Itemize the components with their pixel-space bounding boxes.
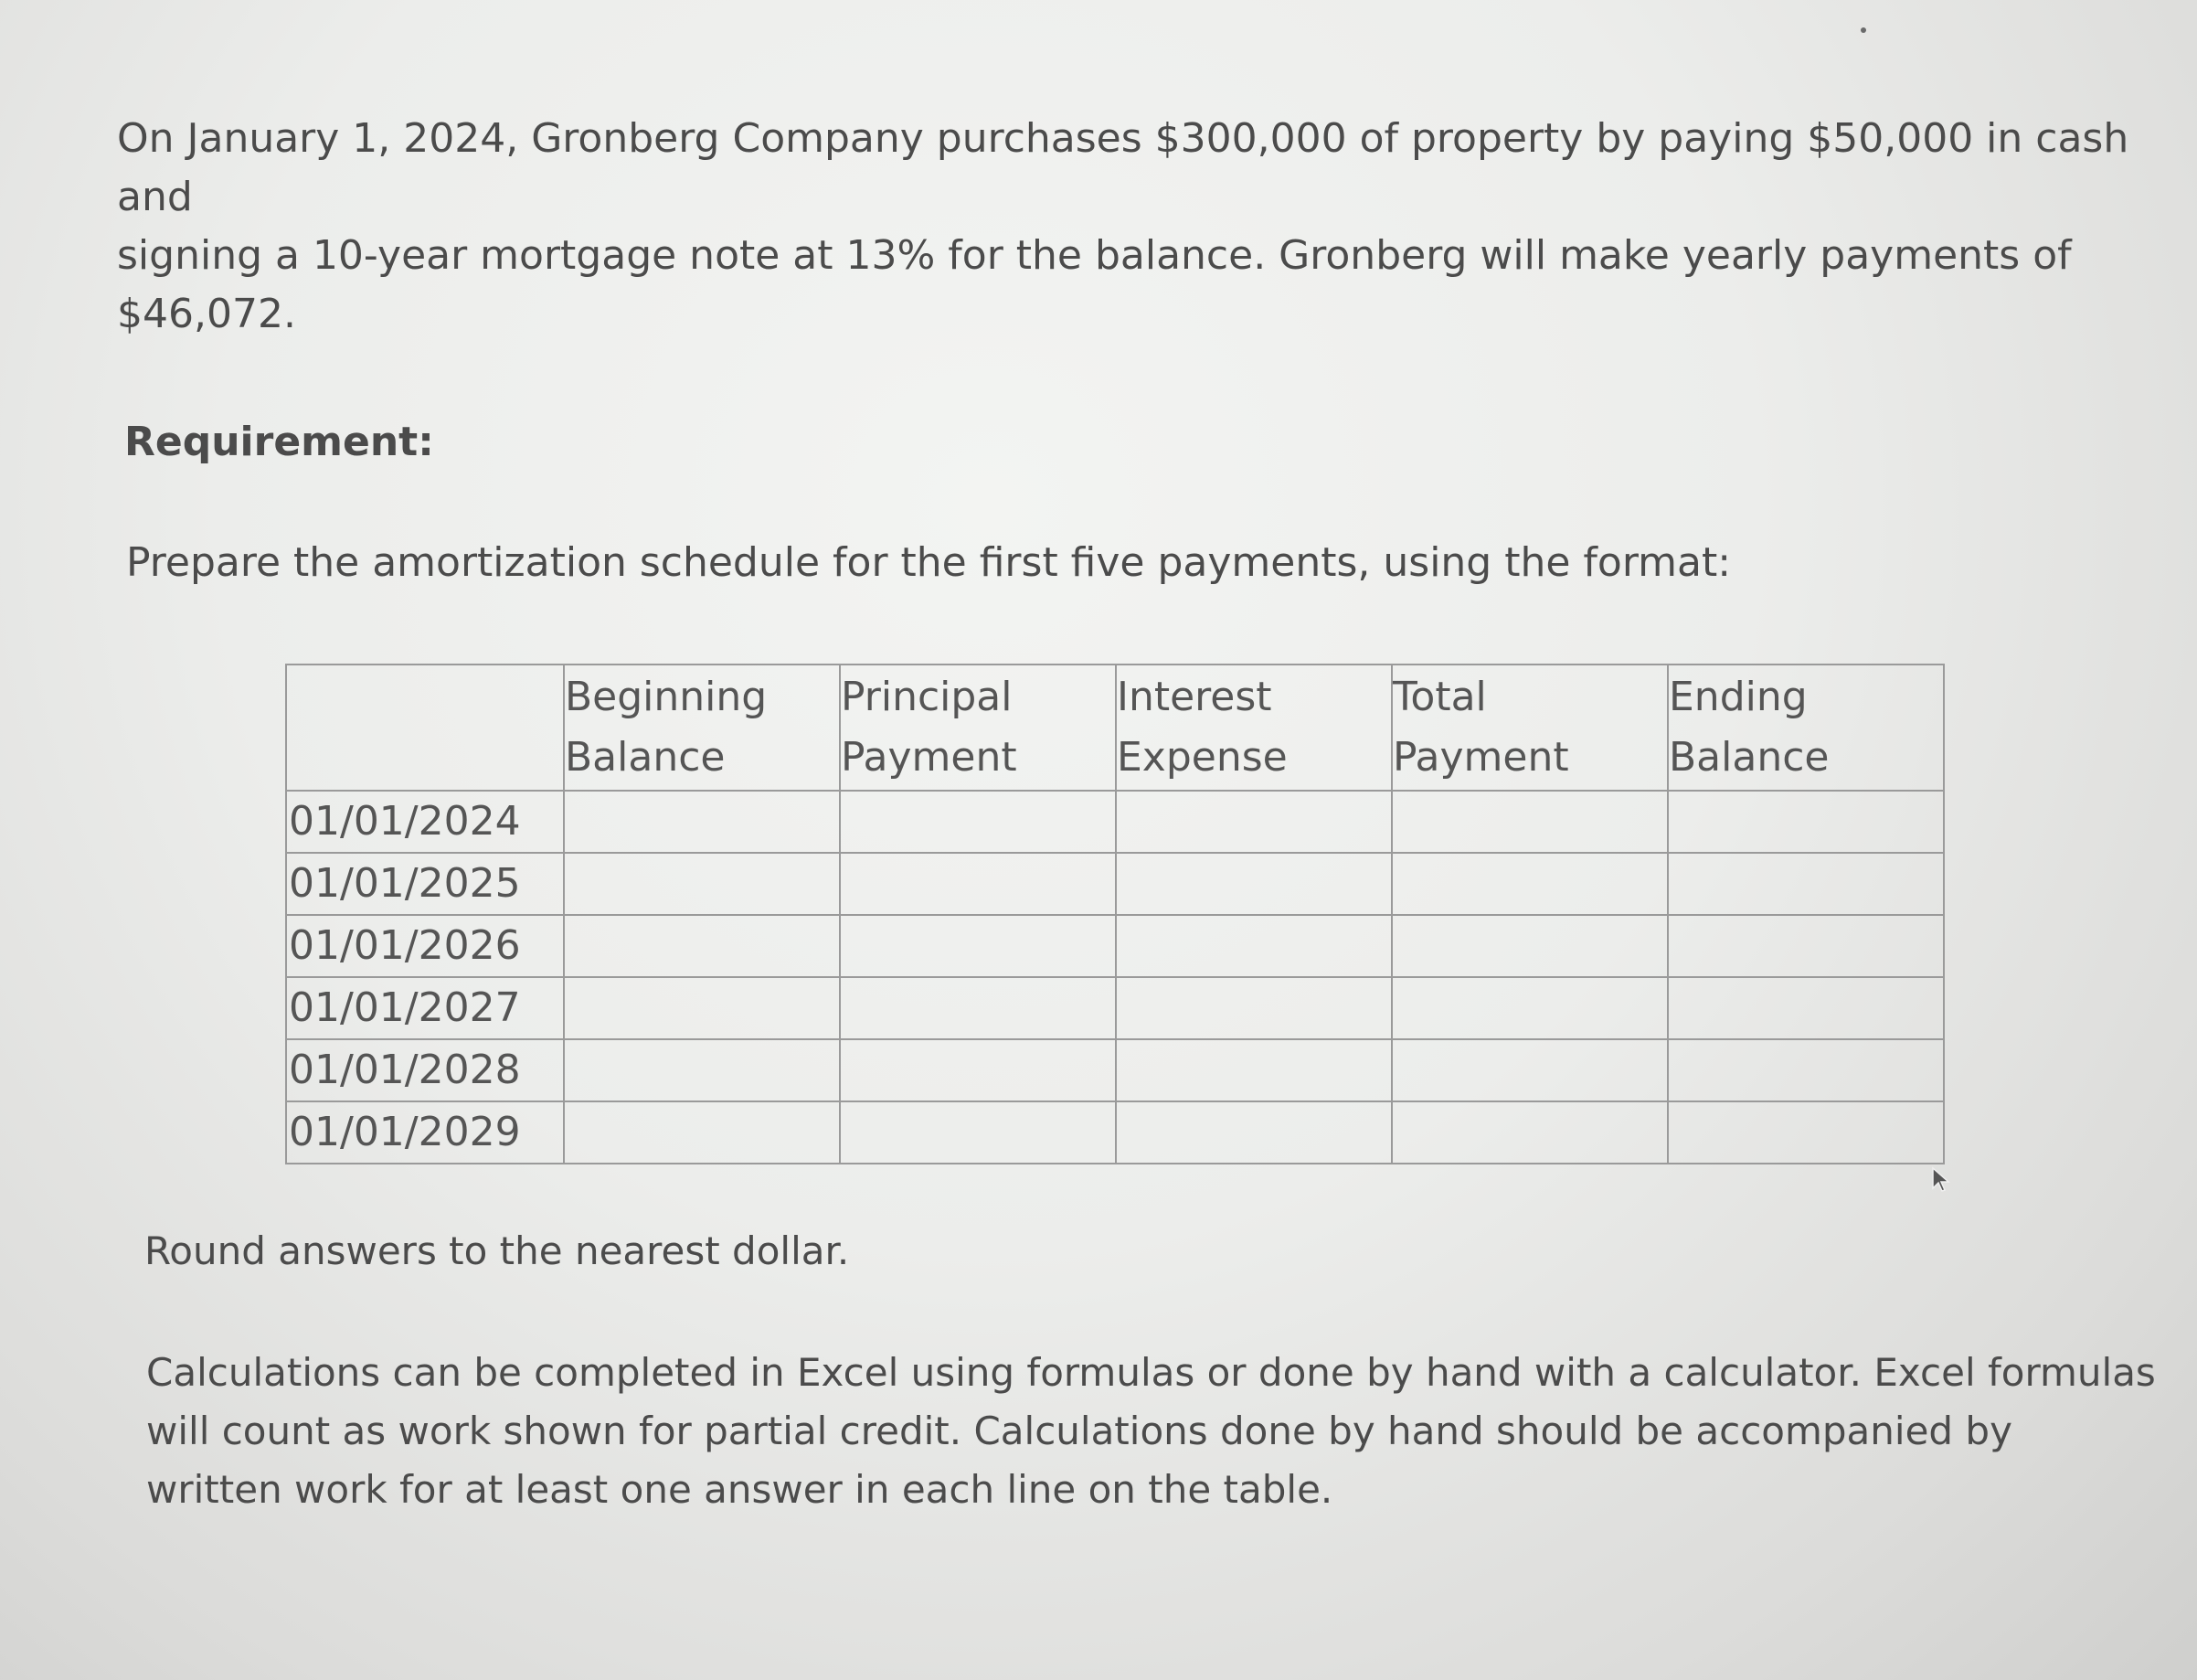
problem-statement xyxy=(117,110,2146,344)
mouse-cursor-icon xyxy=(1931,1166,1953,1194)
beginning-balance-cell[interactable] xyxy=(564,791,840,853)
header-corner-cell xyxy=(286,665,564,791)
beginning-balance-cell[interactable] xyxy=(564,977,840,1039)
table-row xyxy=(286,1039,1944,1101)
beginning-balance-cell[interactable] xyxy=(564,1039,840,1101)
interest-expense-cell[interactable] xyxy=(1116,791,1392,853)
table-row xyxy=(286,791,1944,853)
beginning-balance-cell[interactable] xyxy=(564,1101,840,1164)
amortization-schedule-table xyxy=(285,664,1945,1164)
header-text: Total xyxy=(1393,674,1487,720)
requirement-heading: Requirement: xyxy=(124,419,434,465)
ending-balance-cell[interactable] xyxy=(1668,1101,1944,1164)
header-text: Ending xyxy=(1669,674,1808,720)
header-text: Interest xyxy=(1117,674,1272,720)
row-date-label: 01/01/2029 xyxy=(286,1101,564,1164)
beginning-balance-cell[interactable] xyxy=(564,853,840,915)
problem-line-1: On January 1, 2024, Gronberg Company purchases $300,000 of property by paying $50,000 in cash and xyxy=(117,115,2129,220)
prepare-instruction: Prepare the amortization schedule for the first five payments, using the format: xyxy=(126,539,1732,586)
interest-expense-cell[interactable] xyxy=(1116,1039,1392,1101)
ending-balance-cell[interactable] xyxy=(1668,853,1944,915)
table-header-row xyxy=(286,665,1944,791)
total-payment-cell[interactable] xyxy=(1392,977,1668,1039)
ending-balance-cell[interactable] xyxy=(1668,791,1944,853)
ending-balance-cell[interactable] xyxy=(1668,977,1944,1039)
beginning-balance-cell[interactable] xyxy=(564,915,840,977)
screen-speck xyxy=(1861,27,1866,33)
header-text: Beginning xyxy=(565,674,768,720)
principal-payment-cell[interactable] xyxy=(840,977,1116,1039)
total-payment-cell[interactable] xyxy=(1392,915,1668,977)
principal-payment-cell[interactable] xyxy=(840,853,1116,915)
calc-line-2: will count as work shown for partial credit. Calculations done by hand should be accompanied by xyxy=(146,1409,2012,1453)
header-interest-expense xyxy=(1116,665,1392,791)
principal-payment-cell[interactable] xyxy=(840,1101,1116,1164)
header-text: Balance xyxy=(565,734,726,781)
ending-balance-cell[interactable] xyxy=(1668,915,1944,977)
header-principal-payment xyxy=(840,665,1116,791)
interest-expense-cell[interactable] xyxy=(1116,915,1392,977)
interest-expense-cell[interactable] xyxy=(1116,1101,1392,1164)
ending-balance-cell[interactable] xyxy=(1668,1039,1944,1101)
table-row xyxy=(286,915,1944,977)
problem-line-3: $46,072. xyxy=(117,291,296,337)
total-payment-cell[interactable] xyxy=(1392,791,1668,853)
table-row xyxy=(286,977,1944,1039)
table-row xyxy=(286,1101,1944,1164)
total-payment-cell[interactable] xyxy=(1392,853,1668,915)
interest-expense-cell[interactable] xyxy=(1116,977,1392,1039)
header-text: Expense xyxy=(1117,734,1288,781)
row-date-label: 01/01/2025 xyxy=(286,853,564,915)
principal-payment-cell[interactable] xyxy=(840,791,1116,853)
interest-expense-cell[interactable] xyxy=(1116,853,1392,915)
row-date-label: 01/01/2024 xyxy=(286,791,564,853)
row-date-label: 01/01/2026 xyxy=(286,915,564,977)
header-text: Payment xyxy=(1393,734,1569,781)
header-beginning-balance xyxy=(564,665,840,791)
total-payment-cell[interactable] xyxy=(1392,1039,1668,1101)
row-date-label: 01/01/2027 xyxy=(286,977,564,1039)
header-text: Principal xyxy=(841,674,1013,720)
calc-line-3: written work for at least one answer in each line on the table. xyxy=(146,1467,1333,1512)
problem-line-2: signing a 10-year mortgage note at 13% for the balance. Gronberg will make yearly payments of xyxy=(117,232,2072,279)
row-date-label: 01/01/2028 xyxy=(286,1039,564,1101)
table-row xyxy=(286,853,1944,915)
principal-payment-cell[interactable] xyxy=(840,915,1116,977)
header-text: Payment xyxy=(841,734,1017,781)
calc-line-1: Calculations can be completed in Excel using formulas or done by hand with a calculator. Excel formulas xyxy=(146,1350,2156,1395)
header-total-payment xyxy=(1392,665,1668,791)
calculation-instructions xyxy=(146,1344,2157,1519)
rounding-note: Round answers to the nearest dollar. xyxy=(144,1228,850,1273)
header-text: Balance xyxy=(1669,734,1830,781)
total-payment-cell[interactable] xyxy=(1392,1101,1668,1164)
principal-payment-cell[interactable] xyxy=(840,1039,1116,1101)
header-ending-balance xyxy=(1668,665,1944,791)
